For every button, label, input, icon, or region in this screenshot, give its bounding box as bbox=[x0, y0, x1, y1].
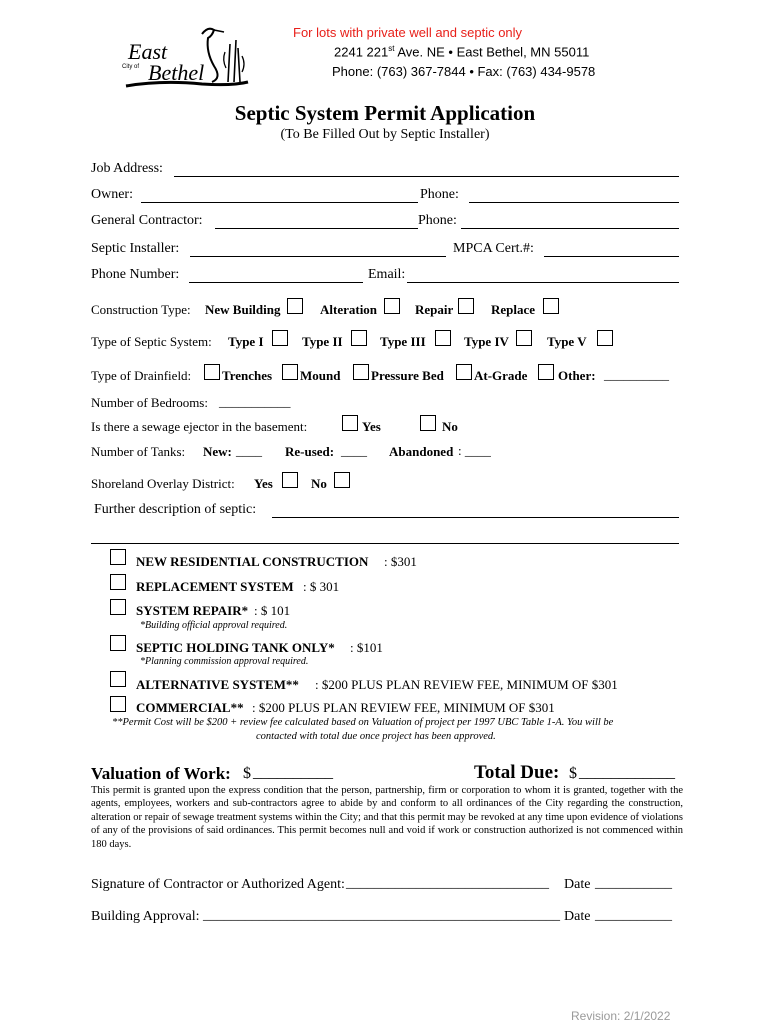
tanks-abandoned-label: Abandoned bbox=[389, 444, 454, 459]
owner-label: Owner: bbox=[91, 187, 133, 202]
tanks-label: Number of Tanks: bbox=[91, 444, 186, 459]
checkbox-mound[interactable] bbox=[282, 364, 298, 380]
gc-phone-label: Phone: bbox=[418, 213, 457, 228]
checkbox-fee-holding-tank[interactable] bbox=[110, 635, 126, 651]
shoreland-no-label: No bbox=[311, 476, 327, 491]
fee-name: NEW RESIDENTIAL CONSTRUCTION bbox=[136, 554, 369, 569]
system-option-type-2: Type II bbox=[302, 334, 343, 349]
logo-word-bethel: Bethel bbox=[148, 60, 205, 85]
valuation-label: Valuation of Work: bbox=[91, 764, 231, 783]
checkbox-repair[interactable] bbox=[458, 298, 474, 314]
fee-amount: : $301 bbox=[384, 554, 417, 569]
signature-date-field[interactable]: ___________ bbox=[595, 876, 672, 891]
bedrooms-label: Number of Bedrooms: bbox=[91, 395, 208, 410]
checkbox-type-1[interactable] bbox=[272, 330, 288, 346]
further-description-label: Further description of septic: bbox=[94, 502, 257, 517]
tanks-new-label: New: bbox=[203, 444, 232, 459]
tanks-new-field[interactable]: ____ bbox=[236, 443, 262, 458]
further-description-field-1[interactable] bbox=[272, 517, 679, 518]
fee-amount: : $101 bbox=[350, 640, 383, 655]
owner-phone-label: Phone: bbox=[420, 187, 459, 202]
email-field[interactable] bbox=[407, 282, 679, 283]
fee-amount: : $ 101 bbox=[254, 603, 291, 618]
checkbox-trenches[interactable] bbox=[204, 364, 220, 380]
building-approval-date-field[interactable]: ___________ bbox=[595, 908, 672, 923]
construction-option-new-building: New Building bbox=[205, 302, 281, 317]
fee-row bbox=[110, 574, 670, 592]
phone-fax-text: Phone: (763) 367-7844 • Fax: (763) 434-9578 bbox=[332, 64, 596, 79]
tanks-abandoned-field[interactable]: : ____ bbox=[458, 443, 491, 458]
checkbox-ejector-yes[interactable] bbox=[342, 415, 358, 431]
septic-installer-field[interactable] bbox=[190, 256, 446, 257]
email-label: Email: bbox=[368, 267, 406, 282]
drainfield-option-mound: Mound bbox=[300, 368, 341, 383]
drainfield-option-other: Other: bbox=[558, 368, 596, 383]
page-title: Septic System Permit Application bbox=[234, 101, 536, 125]
fee-name: SYSTEM REPAIR* bbox=[136, 603, 249, 618]
ordinal-suffix: st bbox=[388, 44, 395, 53]
system-type-label: Type of Septic System: bbox=[91, 334, 212, 349]
logo-small-text: City of bbox=[122, 64, 140, 70]
bedrooms-field[interactable]: ___________ bbox=[219, 394, 291, 409]
construction-type-label: Construction Type: bbox=[91, 302, 191, 317]
general-contractor-field[interactable] bbox=[215, 228, 418, 229]
phone-number-field[interactable] bbox=[189, 282, 363, 283]
ejector-no-label: No bbox=[442, 419, 458, 434]
septic-installer-label: Septic Installer: bbox=[91, 241, 180, 256]
disclaimer-text: This permit is granted upon the express condition that the person, partnership, firm or corporation to whom it is granted, together with the agents, employees, workers and sub-contractors agree to abide by and conform to all ordinances of the City regarding the construction, alteration or repair of sewage treatment systems within the City; and that this permit may be revoked at any time upon evidence of violations of any of the provisions of said ordinances. This permit becomes null and void if work or construction authorized is not commenced within 180 days. bbox=[91, 785, 683, 850]
checkbox-ejector-no[interactable] bbox=[420, 415, 436, 431]
construction-option-repair: Repair bbox=[415, 302, 454, 317]
further-description-field-2[interactable] bbox=[91, 543, 679, 544]
checkbox-type-4[interactable] bbox=[516, 330, 532, 346]
checkbox-shoreland-yes[interactable] bbox=[282, 472, 298, 488]
revision-text: Revision: 2/1/2022 bbox=[571, 1009, 671, 1023]
total-due-label: Total Due: bbox=[474, 762, 560, 783]
tanks-reused-label: Re-used: bbox=[285, 444, 335, 459]
checkbox-fee-alternative[interactable] bbox=[110, 671, 126, 687]
general-contractor-label: General Contractor: bbox=[91, 213, 203, 228]
fee-name: ALTERNATIVE SYSTEM** bbox=[136, 677, 299, 692]
building-approval-field[interactable]: ___________________________________________________ bbox=[203, 908, 560, 923]
permit-cost-note: **Permit Cost will be $200 + review fee calculated based on Valuation of project per 1997 UBC Table 1-A. You will be bbox=[112, 717, 614, 728]
permit-cost-note-cont: contacted with total due once project has been approved. bbox=[256, 731, 496, 742]
system-option-type-1: Type I bbox=[228, 334, 264, 349]
city-logo bbox=[122, 22, 250, 90]
fee-name: SEPTIC HOLDING TANK ONLY* bbox=[136, 640, 335, 655]
checkbox-fee-commercial[interactable] bbox=[110, 696, 126, 712]
checkbox-pressure-bed[interactable] bbox=[353, 364, 369, 380]
building-approval-label: Building Approval: bbox=[91, 909, 200, 924]
fee-amount: : $ 301 bbox=[303, 579, 340, 594]
system-option-type-4: Type IV bbox=[464, 334, 509, 349]
checkbox-type-3[interactable] bbox=[435, 330, 451, 346]
fee-row bbox=[110, 549, 670, 567]
owner-phone-field[interactable] bbox=[469, 202, 679, 203]
checkbox-alteration[interactable] bbox=[384, 298, 400, 314]
valuation-field[interactable]: __________ bbox=[253, 764, 333, 781]
system-option-type-5: Type V bbox=[547, 334, 587, 349]
construction-option-replace: Replace bbox=[491, 302, 536, 317]
fee-note: *Planning commission approval required. bbox=[140, 656, 309, 667]
fee-row bbox=[110, 635, 670, 669]
job-address-label: Job Address: bbox=[91, 161, 163, 176]
fee-amount: : $200 PLUS PLAN REVIEW FEE, MINIMUM OF $301 bbox=[315, 677, 618, 692]
drainfield-label: Type of Drainfield: bbox=[91, 368, 192, 383]
fee-name: REPLACEMENT SYSTEM bbox=[136, 579, 294, 594]
system-option-type-3: Type III bbox=[380, 334, 426, 349]
drainfield-option-at-grade: At-Grade bbox=[474, 368, 528, 383]
shoreland-yes-label: Yes bbox=[254, 476, 273, 491]
construction-option-alteration: Alteration bbox=[320, 302, 378, 317]
drainfield-option-pressure-bed: Pressure Bed bbox=[371, 368, 444, 383]
drainfield-option-trenches: Trenches bbox=[222, 368, 273, 383]
fee-note: *Building official approval required. bbox=[140, 620, 288, 631]
checkbox-other[interactable] bbox=[538, 364, 554, 380]
checkbox-shoreland-no[interactable] bbox=[334, 472, 350, 488]
signature-label: Signature of Contractor or Authorized Agent: bbox=[91, 877, 345, 892]
checkbox-type-2[interactable] bbox=[351, 330, 367, 346]
building-approval-date-label: Date bbox=[564, 909, 591, 924]
tanks-reused-field[interactable]: ____ bbox=[341, 443, 367, 458]
ejector-yes-label: Yes bbox=[362, 419, 381, 434]
fee-row bbox=[110, 696, 670, 714]
fee-name: COMMERCIAL** bbox=[136, 700, 244, 715]
checkbox-at-grade[interactable] bbox=[456, 364, 472, 380]
ejector-label: Is there a sewage ejector in the basement: bbox=[91, 419, 308, 434]
notice-text: For lots with private well and septic only bbox=[293, 25, 523, 40]
checkbox-replace[interactable] bbox=[543, 298, 559, 314]
fee-row bbox=[110, 671, 670, 692]
checkbox-type-5[interactable] bbox=[597, 330, 613, 346]
drainfield-other-field[interactable]: __________ bbox=[604, 367, 669, 382]
fee-row bbox=[110, 599, 670, 633]
mpca-label: MPCA Cert.#: bbox=[453, 241, 534, 256]
page-subtitle: (To Be Filled Out by Septic Installer) bbox=[280, 127, 490, 142]
phone-number-label: Phone Number: bbox=[91, 267, 180, 282]
checkbox-fee-replacement[interactable] bbox=[110, 574, 126, 590]
shoreland-label: Shoreland Overlay District: bbox=[91, 476, 235, 491]
checkbox-fee-system-repair[interactable] bbox=[110, 599, 126, 615]
mpca-field[interactable] bbox=[544, 256, 679, 257]
signature-date-label: Date bbox=[564, 877, 591, 892]
checkbox-new-building[interactable] bbox=[287, 298, 303, 314]
valuation-prefix: $ bbox=[243, 765, 251, 782]
fee-amount: : $200 PLUS PLAN REVIEW FEE, MINIMUM OF $301 bbox=[252, 700, 555, 715]
total-due-prefix: $ bbox=[569, 765, 577, 782]
gc-phone-field[interactable] bbox=[461, 228, 679, 229]
address-text: 2241 221st Ave. NE • East Bethel, MN 55011 bbox=[334, 44, 590, 60]
job-address-field[interactable] bbox=[174, 176, 679, 177]
owner-field[interactable] bbox=[141, 202, 418, 203]
checkbox-fee-new-residential[interactable] bbox=[110, 549, 126, 565]
logo-word-east: East bbox=[128, 39, 168, 64]
total-due-field[interactable]: ____________ bbox=[579, 764, 675, 781]
signature-field[interactable]: _____________________________ bbox=[346, 876, 549, 891]
